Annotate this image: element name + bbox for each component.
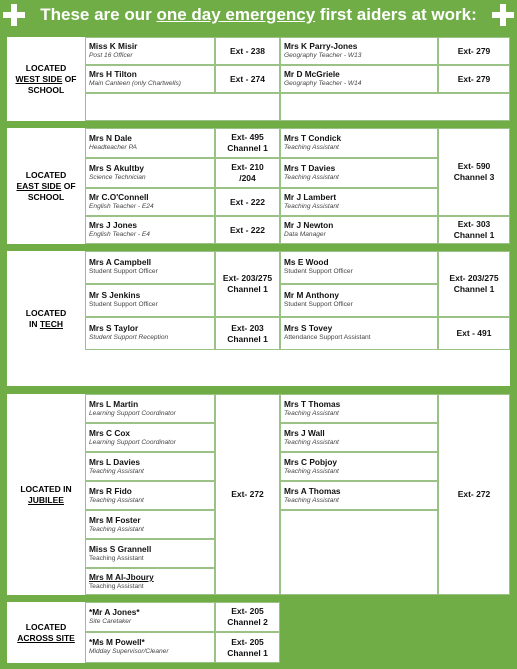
- extension-cell: Ext - 274: [215, 65, 280, 93]
- location-label: LOCATED IN TECH: [25, 307, 67, 329]
- extension-cell: Ext- 203/275 Channel 1: [215, 251, 280, 317]
- staff-cell: Mrs J Wall Teaching Assistant: [280, 423, 438, 452]
- staff-cell: Mr C.O'Connell English Teacher - E24: [85, 188, 215, 216]
- location-label: LOCATED IN JUBILEE: [20, 483, 72, 505]
- extension-cell: Ext - 222: [215, 216, 280, 244]
- section-jubilee: [6, 393, 511, 596]
- page-title: These are our one day emergency first aiders at work:: [40, 5, 477, 24]
- staff-cell: Mr M Anthony Student Support Officer: [280, 284, 438, 317]
- staff-cell: *Ms M Powell* Midday Supervisor/Cleaner: [85, 632, 215, 663]
- staff-cell: Miss K Misir Post 16 Officer: [85, 37, 215, 65]
- staff-cell: Mrs L Davies Teaching Assistant: [85, 452, 215, 481]
- staff-cell: Mr S Jenkins Student Support Officer: [85, 284, 215, 317]
- first-aid-cross-icon: [3, 4, 25, 26]
- extension-cell: Ext- 203 Channel 1: [215, 317, 280, 350]
- staff-cell: Mrs T Thomas Teaching Assistant: [280, 394, 438, 423]
- extension-cell: Ext- 590 Channel 3: [438, 128, 510, 216]
- section-west-side: [6, 36, 511, 122]
- extension-cell: Ext- 303 Channel 1: [438, 216, 510, 244]
- empty-cell: [280, 510, 438, 595]
- extension-cell: Ext- 210 /204: [215, 158, 280, 188]
- section-tech: [6, 250, 511, 387]
- staff-cell: *Mr A Jones* Site Caretaker: [85, 602, 215, 632]
- extension-cell: Ext- 203/275 Channel 1: [438, 251, 510, 317]
- location-label: LOCATED EAST SIDE OF SCHOOL: [16, 169, 76, 202]
- staff-cell: Mrs S Akultby Science Technician: [85, 158, 215, 188]
- staff-cell: Mrs K Parry-Jones Geography Teacher - W13: [280, 37, 438, 65]
- section-east-side: [6, 127, 511, 245]
- extension-cell: Ext - 491: [438, 317, 510, 350]
- staff-cell: Mr J Newton Data Manager: [280, 216, 438, 244]
- staff-cell: Mrs M Foster Teaching Assistant: [85, 510, 215, 539]
- staff-cell: Mrs T Davies Teaching Assistant: [280, 158, 438, 188]
- staff-cell: Mrs A Thomas Teaching Assistant: [280, 481, 438, 510]
- staff-cell: Mrs A Campbell Student Support Officer: [85, 251, 215, 284]
- staff-cell: Mrs S Tovey Attendance Support Assistant: [280, 317, 438, 350]
- empty-cell: [280, 93, 510, 121]
- first-aid-cross-icon: [492, 4, 514, 26]
- extension-cell: Ext- 279: [438, 65, 510, 93]
- staff-cell: Mrs C Pobjoy Teaching Assistant: [280, 452, 438, 481]
- extension-cell: Ext- 272: [438, 394, 510, 595]
- staff-cell: Mrs R Fido Teaching Assistant: [85, 481, 215, 510]
- extension-cell: Ext- 205 Channel 1: [215, 632, 280, 663]
- staff-cell: Miss S Grannell Teaching Assistant: [85, 539, 215, 568]
- staff-cell: Mrs C Cox Learning Support Coordinator: [85, 423, 215, 452]
- staff-cell: Mrs T Condick Teaching Assistant: [280, 128, 438, 158]
- staff-cell: Mrs S Taylor Student Support Reception: [85, 317, 215, 350]
- extension-cell: Ext- 205 Channel 2: [215, 602, 280, 632]
- staff-cell: Mrs N Dale Headteacher PA: [85, 128, 215, 158]
- staff-cell: Mr D McGriele Geography Teacher - W14: [280, 65, 438, 93]
- extension-cell: Ext- 279: [438, 37, 510, 65]
- location-label: LOCATED ACROSS SITE: [17, 621, 75, 643]
- extension-cell: Ext- 272: [215, 394, 280, 595]
- staff-cell: Mrs M Al-Jboury Teaching Assistant: [85, 568, 215, 595]
- staff-cell: Mrs J Jones English Teacher - E4: [85, 216, 215, 244]
- extension-cell: Ext - 238: [215, 37, 280, 65]
- staff-cell: Ms E Wood Student Support Officer: [280, 251, 438, 284]
- empty-cell: [85, 93, 280, 121]
- extension-cell: Ext - 222: [215, 188, 280, 216]
- staff-cell: Mr J Lambert Teaching Assistant: [280, 188, 438, 216]
- staff-cell: Mrs H Tilton Main Canteen (only Chartwells): [85, 65, 215, 93]
- staff-cell: Mrs L Martin Learning Support Coordinator: [85, 394, 215, 423]
- location-label: LOCATED WEST SIDE OF SCHOOL: [15, 62, 77, 95]
- header-banner: [0, 0, 517, 32]
- section-across-site: [6, 601, 281, 664]
- extension-cell: Ext- 495 Channel 1: [215, 128, 280, 158]
